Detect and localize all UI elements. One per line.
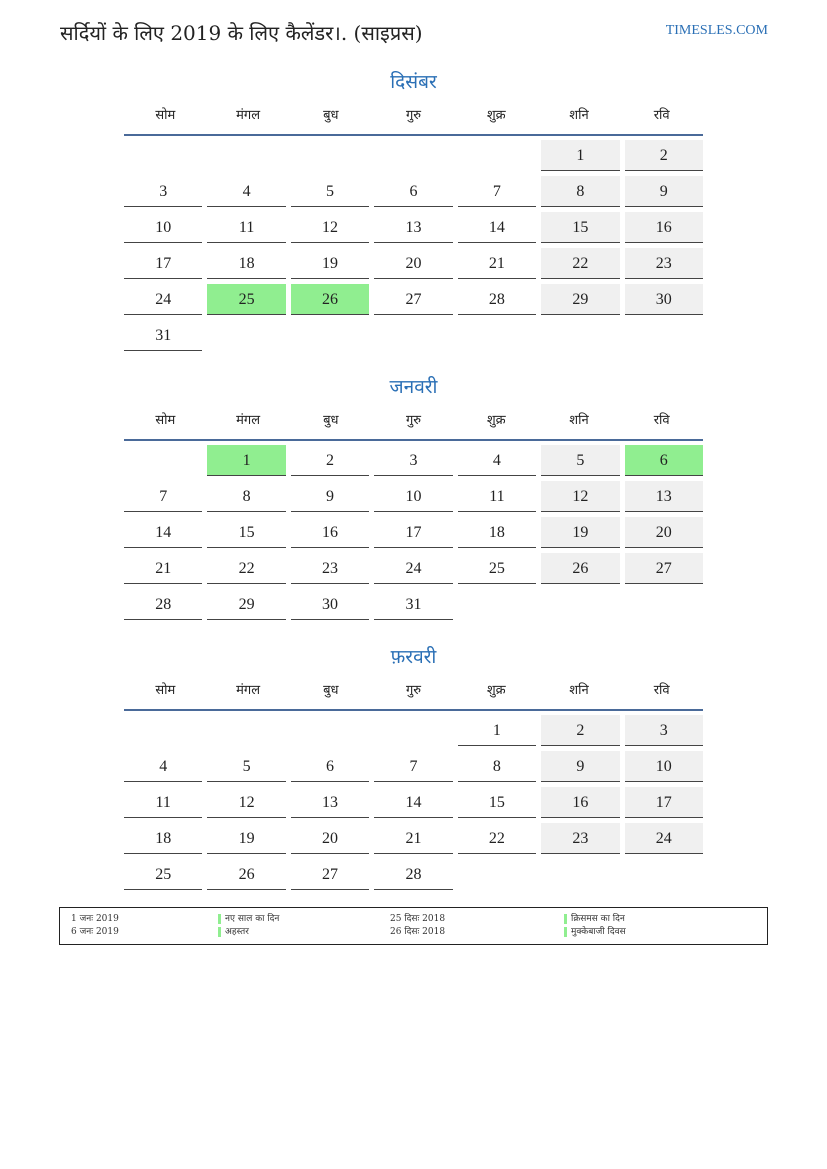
weekday-header: [124, 107, 703, 136]
legend-date: 1 जनः 2019: [71, 914, 119, 924]
day-cell: 18: [124, 823, 202, 854]
day-cell: 26: [207, 859, 285, 890]
empty-cell: [541, 320, 619, 351]
day-grid: [124, 140, 703, 356]
empty-cell: [374, 715, 452, 746]
day-cell: 31: [124, 320, 202, 351]
holiday-day-cell: 6: [625, 445, 703, 476]
day-cell: 27: [291, 859, 369, 890]
legend-date: 25 दिसः 2018: [390, 914, 446, 924]
day-cell: 1: [458, 715, 536, 746]
month-name: फ़रवरी: [390, 646, 437, 668]
empty-cell: [625, 859, 703, 890]
day-cell: 27: [374, 284, 452, 315]
week-row: [124, 517, 703, 553]
day-cell: 22: [541, 248, 619, 279]
day-cell: 9: [291, 481, 369, 512]
day-cell: 3: [625, 715, 703, 746]
weekday-label: सोम: [155, 413, 176, 428]
day-cell: 24: [374, 553, 452, 584]
site-link[interactable]: TIMESLES.COM: [665, 23, 768, 38]
day-cell: 19: [291, 248, 369, 279]
weekday-header: [124, 682, 703, 711]
day-cell: 25: [124, 859, 202, 890]
day-cell: 15: [541, 212, 619, 243]
day-cell: 8: [207, 481, 285, 512]
day-grid: [124, 445, 703, 625]
day-cell: 31: [374, 589, 452, 620]
day-cell: 21: [124, 553, 202, 584]
day-cell: 15: [458, 787, 536, 818]
day-cell: 2: [291, 445, 369, 476]
day-cell: 19: [207, 823, 285, 854]
day-cell: 8: [458, 751, 536, 782]
day-cell: 24: [124, 284, 202, 315]
weekday-label: शुक्र: [486, 683, 506, 698]
day-cell: 5: [291, 176, 369, 207]
day-cell: 18: [458, 517, 536, 548]
holiday-marker: [218, 914, 221, 924]
empty-cell: [291, 715, 369, 746]
month-name: जनवरी: [389, 376, 438, 398]
weekday-label: गुरु: [405, 413, 422, 428]
day-cell: 20: [374, 248, 452, 279]
empty-cell: [291, 320, 369, 351]
day-cell: 4: [207, 176, 285, 207]
day-cell: 5: [207, 751, 285, 782]
day-cell: 10: [374, 481, 452, 512]
weekday-label: सोम: [155, 108, 176, 123]
day-cell: 13: [625, 481, 703, 512]
day-cell: 7: [124, 481, 202, 512]
day-cell: 16: [541, 787, 619, 818]
empty-cell: [291, 140, 369, 171]
empty-cell: [207, 715, 285, 746]
day-cell: 6: [374, 176, 452, 207]
week-row: [124, 212, 703, 248]
month-block: [124, 373, 703, 625]
day-cell: 29: [207, 589, 285, 620]
day-cell: 6: [291, 751, 369, 782]
day-cell: 23: [625, 248, 703, 279]
day-cell: 12: [291, 212, 369, 243]
day-cell: 7: [374, 751, 452, 782]
day-cell: 26: [541, 553, 619, 584]
day-cell: 30: [625, 284, 703, 315]
weekday-label: शुक्र: [486, 108, 506, 123]
day-cell: 17: [124, 248, 202, 279]
week-row: [124, 859, 703, 895]
weekday-label: बुध: [323, 683, 339, 698]
day-cell: 24: [625, 823, 703, 854]
day-cell: 2: [541, 715, 619, 746]
day-cell: 16: [625, 212, 703, 243]
day-cell: 18: [207, 248, 285, 279]
day-cell: 12: [541, 481, 619, 512]
empty-cell: [124, 715, 202, 746]
week-row: [124, 751, 703, 787]
day-cell: 11: [458, 481, 536, 512]
day-cell: 10: [625, 751, 703, 782]
legend-holiday-label: नए साल का दिन: [225, 914, 280, 924]
empty-cell: [458, 320, 536, 351]
weekday-label: मंगल: [236, 413, 261, 428]
holiday-legend: [59, 907, 768, 945]
day-cell: 8: [541, 176, 619, 207]
week-row: [124, 320, 703, 356]
holiday-marker: [564, 914, 567, 924]
holiday-marker: [564, 927, 567, 937]
day-cell: 19: [541, 517, 619, 548]
holiday-day-cell: 1: [207, 445, 285, 476]
holiday-day-cell: 26: [291, 284, 369, 315]
legend-holiday-name: [218, 926, 249, 938]
empty-cell: [541, 589, 619, 620]
day-cell: 4: [458, 445, 536, 476]
weekday-label: रवि: [653, 683, 670, 698]
week-row: [124, 248, 703, 284]
week-row: [124, 284, 703, 320]
legend-holiday-label: मुक्केबाजी दिवस: [571, 927, 626, 937]
day-cell: 11: [207, 212, 285, 243]
day-cell: 27: [625, 553, 703, 584]
day-cell: 30: [291, 589, 369, 620]
day-cell: 20: [625, 517, 703, 548]
week-row: [124, 715, 703, 751]
day-cell: 12: [207, 787, 285, 818]
empty-cell: [207, 320, 285, 351]
legend-holiday-name: [564, 913, 625, 925]
legend-date: 6 जनः 2019: [71, 927, 119, 937]
week-row: [124, 553, 703, 589]
day-cell: 20: [291, 823, 369, 854]
weekday-label: शुक्र: [486, 413, 506, 428]
day-cell: 14: [124, 517, 202, 548]
day-grid: [124, 715, 703, 895]
legend-date: 26 दिसः 2018: [390, 927, 446, 937]
day-cell: 7: [458, 176, 536, 207]
day-cell: 28: [124, 589, 202, 620]
week-row: [124, 481, 703, 517]
weekday-label: मंगल: [236, 683, 261, 698]
legend-holiday-label: क्रिसमस का दिन: [571, 914, 625, 924]
empty-cell: [458, 859, 536, 890]
day-cell: 1: [541, 140, 619, 171]
weekday-label: शनि: [569, 413, 589, 428]
weekday-label: सोम: [155, 683, 176, 698]
day-cell: 22: [207, 553, 285, 584]
weekday-label: शनि: [569, 108, 589, 123]
day-cell: 9: [541, 751, 619, 782]
weekday-label: गुरु: [405, 683, 422, 698]
empty-cell: [124, 445, 202, 476]
holiday-marker: [218, 927, 221, 937]
empty-cell: [625, 589, 703, 620]
week-row: [124, 176, 703, 212]
day-cell: 3: [374, 445, 452, 476]
empty-cell: [458, 140, 536, 171]
weekday-label: रवि: [653, 413, 670, 428]
empty-cell: [458, 589, 536, 620]
day-cell: 14: [374, 787, 452, 818]
day-cell: 13: [374, 212, 452, 243]
week-row: [124, 787, 703, 823]
day-cell: 25: [458, 553, 536, 584]
legend-holiday-name: [564, 926, 626, 938]
week-row: [124, 589, 703, 625]
weekday-label: गुरु: [405, 108, 422, 123]
week-row: [124, 445, 703, 481]
day-cell: 23: [291, 553, 369, 584]
weekday-label: शनि: [569, 683, 589, 698]
day-cell: 3: [124, 176, 202, 207]
empty-cell: [541, 859, 619, 890]
day-cell: 5: [541, 445, 619, 476]
weekday-label: मंगल: [236, 108, 261, 123]
month-name: दिसंबर: [390, 71, 437, 93]
day-cell: 2: [625, 140, 703, 171]
day-cell: 17: [374, 517, 452, 548]
day-cell: 9: [625, 176, 703, 207]
day-cell: 17: [625, 787, 703, 818]
day-cell: 23: [541, 823, 619, 854]
empty-cell: [625, 320, 703, 351]
day-cell: 11: [124, 787, 202, 818]
empty-cell: [374, 140, 452, 171]
day-cell: 16: [291, 517, 369, 548]
empty-cell: [124, 140, 202, 171]
day-cell: 14: [458, 212, 536, 243]
day-cell: 15: [207, 517, 285, 548]
weekday-header: [124, 412, 703, 441]
month-block: [124, 643, 703, 895]
weekday-label: बुध: [323, 108, 339, 123]
month-block: [124, 68, 703, 356]
weekday-label: बुध: [323, 413, 339, 428]
day-cell: 21: [458, 248, 536, 279]
week-row: [124, 140, 703, 176]
day-cell: 28: [374, 859, 452, 890]
holiday-day-cell: 25: [207, 284, 285, 315]
day-cell: 13: [291, 787, 369, 818]
empty-cell: [207, 140, 285, 171]
day-cell: 29: [541, 284, 619, 315]
day-cell: 22: [458, 823, 536, 854]
day-cell: 28: [458, 284, 536, 315]
legend-holiday-name: [218, 913, 279, 925]
legend-holiday-label: अहस्तर: [225, 927, 249, 937]
day-cell: 21: [374, 823, 452, 854]
day-cell: 10: [124, 212, 202, 243]
weekday-label: रवि: [653, 108, 670, 123]
page-title: सर्दियों के लिए 2019 के लिए कैलेंडर।. (साइप्रस): [60, 21, 423, 45]
day-cell: 4: [124, 751, 202, 782]
empty-cell: [374, 320, 452, 351]
week-row: [124, 823, 703, 859]
